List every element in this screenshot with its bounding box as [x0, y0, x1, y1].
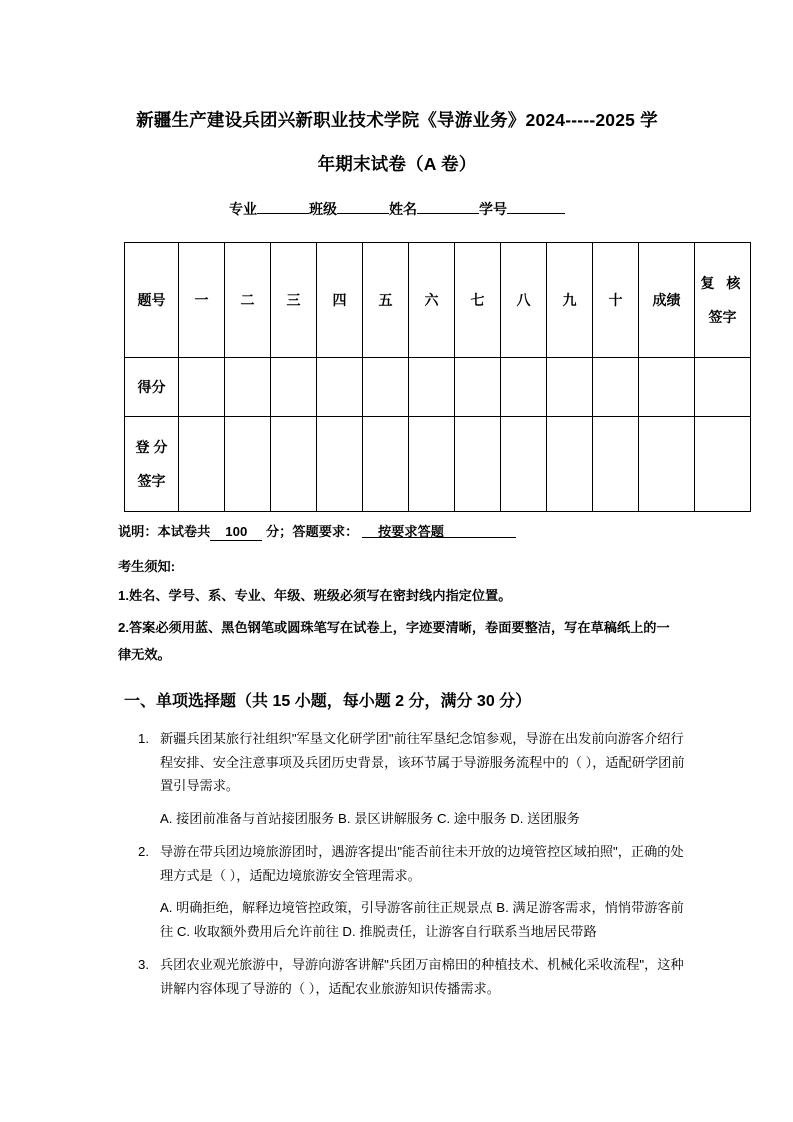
header-cell-total: 成绩 — [639, 243, 695, 358]
question-list — [138, 727, 686, 1002]
table-row — [125, 417, 751, 512]
register-sign-line-1: 登 分 — [135, 439, 168, 455]
class-label: 班级 — [309, 201, 337, 217]
title-line-2: 年期末试卷（A 卷） — [317, 154, 477, 174]
score-cell-2[interactable] — [225, 358, 271, 417]
register-cell-4[interactable] — [317, 417, 363, 512]
register-cell-10[interactable] — [593, 417, 639, 512]
question-number: 3. — [138, 957, 149, 972]
score-cell-8[interactable] — [501, 358, 547, 417]
header-cell-9: 九 — [547, 243, 593, 358]
review-sign-line-1: 复 核 — [700, 275, 745, 291]
score-cell-total[interactable] — [639, 358, 695, 417]
header-cell-8: 八 — [501, 243, 547, 358]
question-text: 导游在带兵团边境旅游团时，遇游客提出"能否前往未开放的边境管控区域拍照"，正确的处理方式是（ ），适配边境旅游安全管理需求。 — [160, 844, 684, 883]
row-label-score: 得分 — [125, 358, 179, 417]
notice-item-2: 2.答案必须用蓝、黑色钢笔或圆珠笔写在试卷上，字迹要清晰，卷面要整洁，写在草稿纸上的一律无效。 — [118, 620, 670, 662]
page-title — [112, 98, 682, 186]
question-text: 新疆兵团某旅行社组织"军垦文化研学团"前往军垦纪念馆参观，导游在出发前向游客介绍行程安排、安全注意事项及兵团历史背景，该环节属于导游服务流程中的（ ），适配研学团前置引导需求。 — [160, 731, 685, 793]
question-number: 2. — [138, 844, 149, 859]
register-cell-8[interactable] — [501, 417, 547, 512]
register-cell-5[interactable] — [363, 417, 409, 512]
question-options: A. 接团前准备与首站接团服务 B. 景区讲解服务 C. 途中服务 D. 送团服务 — [160, 810, 580, 826]
name-label: 姓名 — [389, 201, 417, 217]
score-cell-review-sign[interactable] — [695, 358, 751, 417]
register-cell-6[interactable] — [409, 417, 455, 512]
title-line-1: 新疆生产建设兵团兴新职业技术学院《导游业务》2024-----2025 学 — [136, 110, 658, 130]
header-cell-3: 三 — [271, 243, 317, 358]
register-sign-line-2: 签字 — [137, 473, 166, 489]
header-cell-7: 七 — [455, 243, 501, 358]
header-cell-1: 一 — [179, 243, 225, 358]
table-row — [125, 358, 751, 417]
score-cell-1[interactable] — [179, 358, 225, 417]
score-cell-9[interactable] — [547, 358, 593, 417]
question-options: A. 明确拒绝，解释边境管控政策，引导游客前往正规景点 B. 满足游客需求，悄悄带游客前往 C. 收取额外费用后允许前往 D. 推脱责任，让游客自行联系当地居民带路 — [160, 900, 684, 939]
score-cell-6[interactable] — [409, 358, 455, 417]
question-item — [138, 727, 686, 830]
table-header-row — [125, 243, 751, 358]
score-cell-10[interactable] — [593, 358, 639, 417]
score-table — [124, 242, 751, 512]
score-cell-7[interactable] — [455, 358, 501, 417]
question-text: 兵团农业观光旅游中，导游向游客讲解"兵团万亩棉田的种植技术、机械化采收流程"，这种讲解内容体现了导游的（ ），适配农业旅游知识传播需求。 — [160, 957, 684, 996]
score-cell-5[interactable] — [363, 358, 409, 417]
row-label-register-sign — [125, 417, 179, 512]
major-label: 专业 — [229, 201, 257, 217]
note-prefix: 说明：本试卷共 — [118, 524, 211, 539]
register-cell-review-sign[interactable] — [695, 417, 751, 512]
header-cell-10: 十 — [593, 243, 639, 358]
student-id-label: 学号 — [479, 201, 507, 217]
register-cell-2[interactable] — [225, 417, 271, 512]
major-blank[interactable] — [257, 198, 309, 214]
header-cell-review-sign — [695, 243, 751, 358]
score-cell-4[interactable] — [317, 358, 363, 417]
student-info-line — [112, 198, 682, 219]
name-blank[interactable] — [417, 198, 479, 214]
header-cell-title: 题号 — [125, 243, 179, 358]
header-cell-4: 四 — [317, 243, 363, 358]
header-cell-6: 六 — [409, 243, 455, 358]
register-cell-total[interactable] — [639, 417, 695, 512]
section-heading-1: 一、单项选择题（共 15 小题，每小题 2 分，满分 30 分） — [124, 693, 532, 710]
question-number: 1. — [138, 731, 149, 746]
header-cell-5: 五 — [363, 243, 409, 358]
register-cell-1[interactable] — [179, 417, 225, 512]
total-score-blank: 100 — [210, 524, 262, 541]
student-id-blank[interactable] — [507, 198, 565, 214]
score-cell-3[interactable] — [271, 358, 317, 417]
class-blank[interactable] — [337, 198, 389, 214]
question-item — [138, 840, 686, 943]
question-item — [138, 953, 686, 1000]
register-cell-7[interactable] — [455, 417, 501, 512]
notice-item-1: 1.姓名、学号、系、专业、年级、班级必须写在密封线内指定位置。 — [118, 588, 512, 603]
note-middle: 分；答题要求： — [265, 524, 359, 539]
register-cell-9[interactable] — [547, 417, 593, 512]
answer-requirement-blank: 按要求答题 — [362, 521, 516, 538]
notice-title: 考生须知: — [118, 559, 176, 574]
header-cell-2: 二 — [225, 243, 271, 358]
review-sign-line-2: 签字 — [708, 309, 737, 325]
register-cell-3[interactable] — [271, 417, 317, 512]
exam-note-line — [118, 521, 516, 541]
